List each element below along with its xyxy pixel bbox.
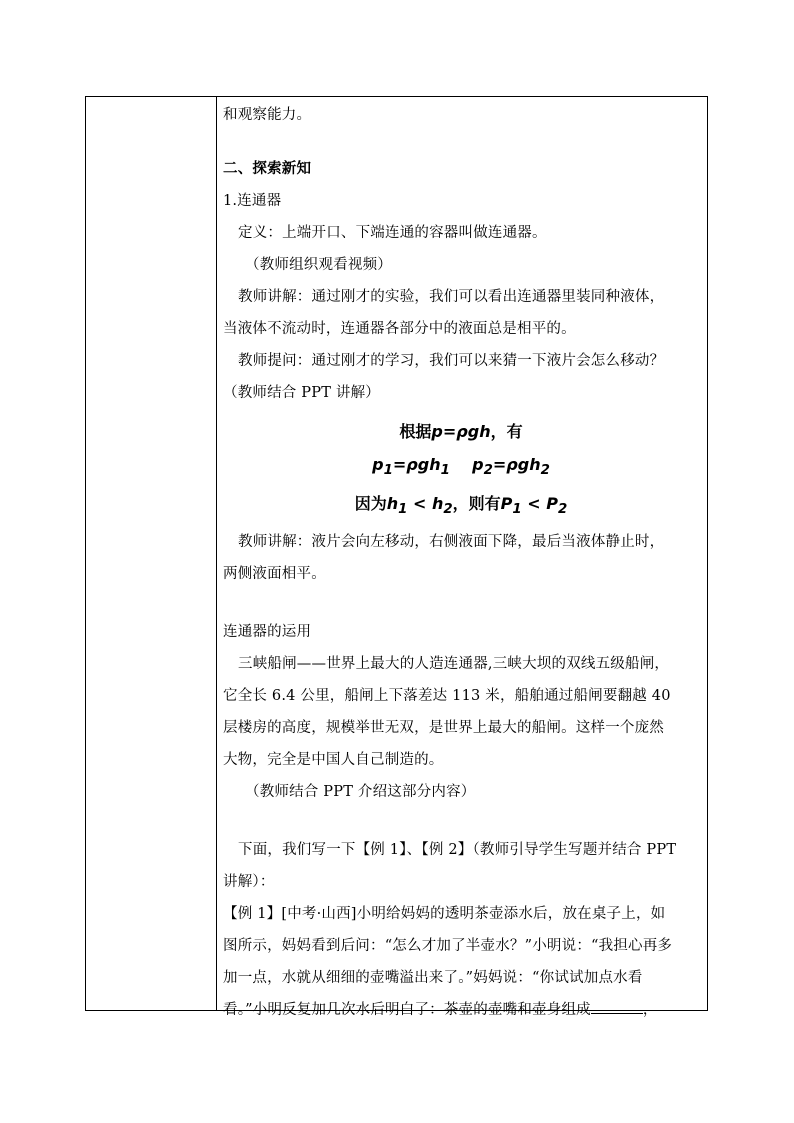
example-text: 【例 1】[中考·山西]小明给妈妈的透明茶壶添水后，放在桌子上，如 (223, 906, 666, 923)
formula-line-1: 根据p=ρgh，有 (399, 422, 523, 441)
lesson-table (85, 96, 708, 1019)
text-line: 教师讲解：通过刚才的实验，我们可以看出连通器里装同种液体， (238, 289, 665, 305)
formula-line-3: 因为$h_1 < h_2$，则有$P_1 < P_2$ (354, 494, 568, 518)
subsection-heading: 1.连通器 (223, 193, 282, 209)
subsection-heading: 连通器的运用 (223, 624, 312, 641)
text-line: 它全长 6.4 公里，船闸上下落差达 113 米，船舶通过船闸要翻越 40 (223, 688, 671, 705)
section-heading: 二、探索新知 (223, 160, 312, 177)
teacher-note: （教师结合 PPT 介绍这部分内容） (245, 784, 476, 801)
text-line: 大物，完全是中国人自己制造的。 (223, 752, 444, 769)
text-line: 两侧液面相平。 (223, 566, 326, 583)
example-text: 加一点，水就从细细的壶嘴溢出来了。”妈妈说：“你试试加点水看 (223, 970, 643, 987)
example-text: 图所示，妈妈看到后问：“怎么才加了半壶水？”小明说：“我担心再多 (223, 938, 673, 955)
text-line: 层楼房的高度，规模举世无双，是世界上最大的船闸。这样一个庞然 (223, 720, 664, 737)
definition-text: 定义：上端开口、下端连通的容器叫做连通器。 (238, 225, 547, 241)
teacher-note: （教师结合 PPT 讲解） (223, 385, 381, 401)
formula-line-2: $p_1=\rho gh_1$ $p_2=\rho gh_2$ (372, 455, 550, 479)
text-line: 当液体不流动时，连通器各部分中的液面总是相平的。 (223, 321, 576, 337)
content-cell (217, 97, 707, 1019)
left-column-cell (86, 97, 217, 1010)
text-line: 和观察能力。 (223, 107, 312, 123)
answer-blank (591, 999, 643, 1014)
text-line: 讲解）： (223, 874, 275, 891)
text-line: 三峡船闸——世界上最大的人造连通器,三峡大坝的双线五级船闸， (238, 656, 670, 673)
text-line: 教师讲解：液片会向左移动，右侧液面下降，最后当液体静止时， (238, 534, 665, 551)
example-text: 看。”小明反复加几次水后明白了：茶壶的壶嘴和壶身组成 ， (223, 994, 699, 1026)
text-line: 教师提问：通过刚才的学习，我们可以来猜一下液片会怎么移动？ (238, 353, 665, 369)
teacher-note: （教师组织观看视频） (245, 257, 392, 273)
text-line: 下面，我们写一下【例 1】、【例 2】（教师引导学生写题并结合 PPT (238, 842, 677, 859)
